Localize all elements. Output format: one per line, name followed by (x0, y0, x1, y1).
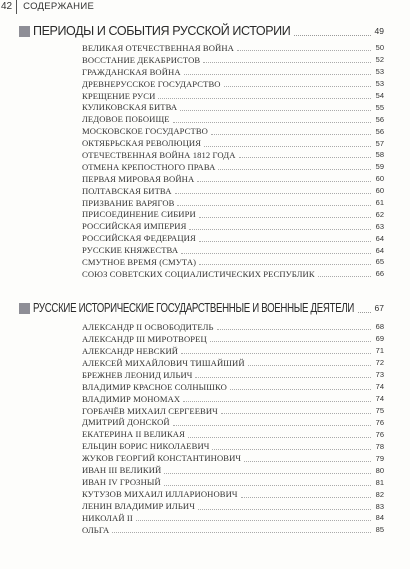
toc-entry-page: 53 (375, 79, 384, 89)
leader-dots (217, 323, 371, 330)
toc-entry[interactable] (82, 500, 384, 512)
leader-dots (177, 199, 371, 206)
toc-entry-page: 61 (375, 198, 384, 208)
toc-entry-page: 85 (375, 525, 384, 535)
section-marker-icon (19, 26, 30, 37)
toc-entry-label: БРЕЖНЕВ ЛЕОНИД ИЛЬИЧ (82, 369, 193, 380)
toc-entry-label: ИВАН IV ГРОЗНЫЙ (82, 477, 161, 488)
toc-entry[interactable] (82, 333, 384, 345)
toc-entry[interactable] (82, 197, 384, 209)
toc-entry[interactable] (82, 488, 384, 500)
toc-entry-page: 50 (375, 43, 384, 53)
toc-entry-page: 78 (375, 441, 384, 451)
toc-entry[interactable] (82, 54, 384, 66)
toc-entry-label: АЛЕКСАНДР II ОСВОБОДИТЕЛЬ (82, 321, 214, 332)
toc-entry[interactable] (82, 137, 384, 149)
toc-entry[interactable] (82, 417, 384, 429)
toc-entry-label: ЛЕНИН ВЛАДИМИР ИЛЬИЧ (82, 501, 195, 512)
toc-entry-label: НИКОЛАЙ II (82, 512, 133, 523)
toc-entry-label: ЖУКОВ ГЕОРГИЙ КОНСТАНТИНОВИЧ (82, 453, 242, 464)
toc-entry-label: ОКТЯБРЬСКАЯ РЕВОЛЮЦИЯ (82, 138, 202, 149)
leader-dots (212, 443, 371, 450)
toc-entry-page: 52 (375, 55, 384, 65)
toc-entry[interactable] (82, 512, 384, 524)
page-header (0, 0, 410, 14)
toc-entry[interactable] (82, 244, 384, 256)
toc-entry-page: 65 (375, 257, 384, 267)
toc-entry-page: 71 (375, 346, 384, 356)
toc-entry[interactable] (82, 90, 384, 102)
toc-entry-page: 58 (375, 150, 384, 160)
leader-dots (197, 175, 371, 182)
toc-entry-page: 74 (375, 394, 384, 404)
leader-dots (136, 514, 371, 521)
toc-entry-page: 59 (375, 162, 384, 172)
toc-entry-page: 63 (375, 221, 384, 231)
toc-entry-label: ОТМЕНА КРЕПОСТНОГО ПРАВА (82, 161, 216, 172)
toc-entry[interactable] (82, 101, 384, 113)
leader-dots (184, 68, 371, 75)
toc-entry-page: 55 (375, 102, 384, 112)
toc-entry[interactable] (82, 464, 384, 476)
leader-dots (173, 419, 371, 426)
toc-entry-page: 76 (375, 429, 384, 439)
leader-dots (195, 371, 371, 378)
toc-entry-label: ПРИСОЕДИНЕНИЕ СИБИРИ (82, 209, 196, 220)
toc-entry[interactable] (82, 440, 384, 452)
toc-entry[interactable] (82, 524, 384, 536)
toc-entry[interactable] (82, 369, 384, 381)
leader-dots (181, 247, 371, 254)
toc-entry[interactable] (82, 393, 384, 405)
toc-entry-label: АЛЕКСЕЙ МИХАЙЛОВИЧ ТИШАЙШИЙ (82, 357, 245, 368)
toc-entry-page: 54 (375, 91, 384, 100)
toc-entry-label: АЛЕКСАНДР НЕВСКИЙ (82, 345, 179, 356)
leader-dots (198, 503, 371, 510)
toc-entry-label: КРЕЩЕНИЕ РУСИ (82, 90, 156, 101)
leader-dots (204, 140, 371, 147)
toc-entry-label: ГРАЖДАНСКАЯ ВОЙНА (82, 66, 181, 77)
toc-entry-label: ЕКАТЕРИНА II ВЕЛИКАЯ (82, 429, 185, 440)
leader-dots (164, 467, 371, 474)
leader-dots (218, 163, 371, 170)
toc-entry-label: СОЮЗ СОВЕТСКИХ СОЦИАЛИСТИЧЕСКИХ РЕСПУБЛИК (82, 268, 315, 279)
leader-dots (248, 359, 371, 366)
toc-entry-page: 79 (375, 453, 384, 463)
toc-entry-label: КУЛИКОВСКАЯ БИТВА (82, 102, 178, 113)
toc-entry-page: 81 (375, 477, 384, 487)
toc-entry[interactable] (82, 220, 384, 232)
toc-entry-page: 73 (375, 370, 384, 380)
leader-dots (237, 44, 371, 51)
toc-entry-page: 56 (375, 126, 384, 136)
toc-entry[interactable] (82, 256, 384, 268)
leader-dots (175, 187, 371, 194)
leader-dots (188, 431, 371, 438)
toc-entry-page: 60 (375, 186, 384, 196)
toc-entry[interactable] (82, 185, 384, 197)
leader-dots (221, 407, 371, 414)
toc-entry-page: 72 (375, 358, 384, 368)
toc-entry[interactable] (82, 42, 384, 54)
leader-dots (199, 258, 371, 265)
section-heading[interactable] (19, 300, 384, 316)
toc-entry-label: АЛЕКСАНДР III МИРОТВОРЕЦ (82, 333, 207, 344)
toc-entry-label: КУТУЗОВ МИХАИЛ ИЛЛАРИОНОВИЧ (82, 489, 238, 500)
toc-entry-page: 56 (375, 114, 384, 124)
toc-entry-label: МОСКОВСКОЕ ГОСУДАРСТВО (82, 126, 208, 137)
leader-dots (239, 151, 371, 158)
toc-entry[interactable] (82, 78, 384, 90)
leader-dots (181, 347, 371, 354)
toc-entry-page: 83 (375, 501, 384, 511)
running-title: СОДЕРЖАНИЕ (23, 1, 95, 12)
toc-entry[interactable] (82, 476, 384, 488)
toc-entry-page: 76 (375, 417, 384, 427)
toc-entry-page: 60 (375, 174, 384, 184)
leader-dots (294, 27, 370, 36)
toc-section-events (19, 23, 384, 280)
toc-entry-label: РОССИЙСКАЯ ИМПЕРИЯ (82, 221, 187, 232)
leader-dots (183, 395, 371, 402)
toc-entry[interactable] (82, 405, 384, 417)
section-marker-icon (19, 303, 30, 314)
toc-entry-page: 57 (375, 138, 384, 148)
leader-dots (318, 270, 371, 277)
leader-dots (244, 455, 371, 462)
toc-list (19, 42, 384, 280)
leader-dots (241, 491, 371, 498)
toc-entry-page: 69 (375, 334, 384, 344)
toc-entry[interactable] (82, 452, 384, 464)
section-page: 67 (374, 303, 384, 313)
toc-entry-label: ДРЕВНЕРУССКОЕ ГОСУДАРСТВО (82, 78, 221, 89)
leader-dots (224, 80, 371, 87)
toc-entry-page: 53 (375, 67, 384, 77)
toc-entry-label: ВОССТАНИЕ ДЕКАБРИСТОВ (82, 54, 201, 65)
leader-dots (203, 56, 371, 63)
toc-entry[interactable] (82, 208, 384, 220)
toc-entry-label: СМУТНОЕ ВРЕМЯ (СМУТА) (82, 256, 197, 267)
leader-dots (180, 104, 371, 111)
toc-entry[interactable] (82, 173, 384, 185)
toc-entry-label: ОТЕЧЕСТВЕННАЯ ВОЙНА 1812 ГОДА (82, 149, 236, 160)
toc-entry-label: ПОЛТАВСКАЯ БИТВА (82, 185, 172, 196)
leader-dots (164, 479, 371, 486)
section-title: РУССКИЕ ИСТОРИЧЕСКИЕ ГОСУДАРСТВЕННЫЕ И ВОЕННЫЕ ДЕЯТЕЛИ (33, 301, 355, 315)
toc-entry[interactable] (82, 125, 384, 137)
toc-entry[interactable] (82, 321, 384, 333)
leader-dots (199, 235, 371, 242)
toc-entry[interactable] (82, 357, 384, 369)
leader-dots (210, 335, 371, 342)
toc-entry-label: ИВАН III ВЕЛИКИЙ (82, 465, 162, 476)
toc-entry[interactable] (82, 428, 384, 440)
toc-entry-page: 64 (375, 233, 384, 243)
toc-entry[interactable] (82, 113, 384, 125)
section-heading[interactable] (19, 23, 384, 39)
toc-entry[interactable] (82, 345, 384, 357)
toc-entry-label: РУССКИЕ КНЯЖЕСТВА (82, 245, 179, 256)
toc-section-figures (19, 300, 384, 536)
leader-dots (199, 211, 371, 218)
toc-entry-page: 75 (375, 406, 384, 416)
toc-entry[interactable] (82, 232, 384, 244)
toc-entry-page: 62 (375, 209, 384, 219)
section-title: ПЕРИОДЫ И СОБЫТИЯ РУССКОЙ ИСТОРИИ (33, 24, 291, 38)
toc-list (19, 321, 384, 536)
toc-entry[interactable] (82, 381, 384, 393)
toc-entry-label: ВЕЛИКАЯ ОТЕЧЕСТВЕННАЯ ВОЙНА (82, 42, 234, 53)
toc-entry-page: 68 (375, 322, 384, 332)
toc-entry-label: ВЛАДИМИР КРАСНОЕ СОЛНЫШКО (82, 381, 227, 392)
toc-entry-label: ГОРБАЧЁВ МИХАИЛ СЕРГЕЕВИЧ (82, 405, 218, 416)
leader-dots (158, 92, 371, 99)
toc-entry-page: 84 (375, 513, 384, 523)
toc-entry-label: ДМИТРИЙ ДОНСКОЙ (82, 417, 170, 428)
toc-entry[interactable] (82, 268, 384, 280)
toc-entry[interactable] (82, 161, 384, 173)
toc-entry-page: 74 (375, 382, 384, 392)
toc-entry-page: 82 (375, 489, 384, 499)
toc-entry-page: 80 (375, 465, 384, 475)
page-number: 42 (0, 0, 17, 14)
toc-entry[interactable] (82, 149, 384, 161)
leader-dots (358, 304, 371, 313)
leader-dots (112, 526, 371, 533)
toc-entry-label: РОССИЙСКАЯ ФЕДЕРАЦИЯ (82, 233, 196, 244)
leader-dots (211, 128, 371, 135)
toc-entry-label: ВЛАДИМИР МОНОМАХ (82, 393, 181, 404)
toc-entry-label: ЛЕДОВОЕ ПОБОИЩЕ (82, 114, 170, 125)
leader-dots (230, 383, 371, 390)
section-page: 49 (374, 26, 384, 36)
toc-entry-label: ПРИЗВАНИЕ ВАРЯГОВ (82, 197, 175, 208)
toc-entry-page: 64 (375, 245, 384, 255)
toc-entry-page: 66 (375, 269, 384, 279)
toc-entry-label: ОЛЬГА (82, 524, 110, 535)
leader-dots (189, 223, 371, 230)
toc-entry-label: ЕЛЬЦИН БОРИС НИКОЛАЕВИЧ (82, 441, 210, 452)
toc-entry[interactable] (82, 66, 384, 78)
leader-dots (173, 116, 371, 123)
toc-entry-label: ПЕРВАЯ МИРОВАЯ ВОЙНА (82, 173, 195, 184)
